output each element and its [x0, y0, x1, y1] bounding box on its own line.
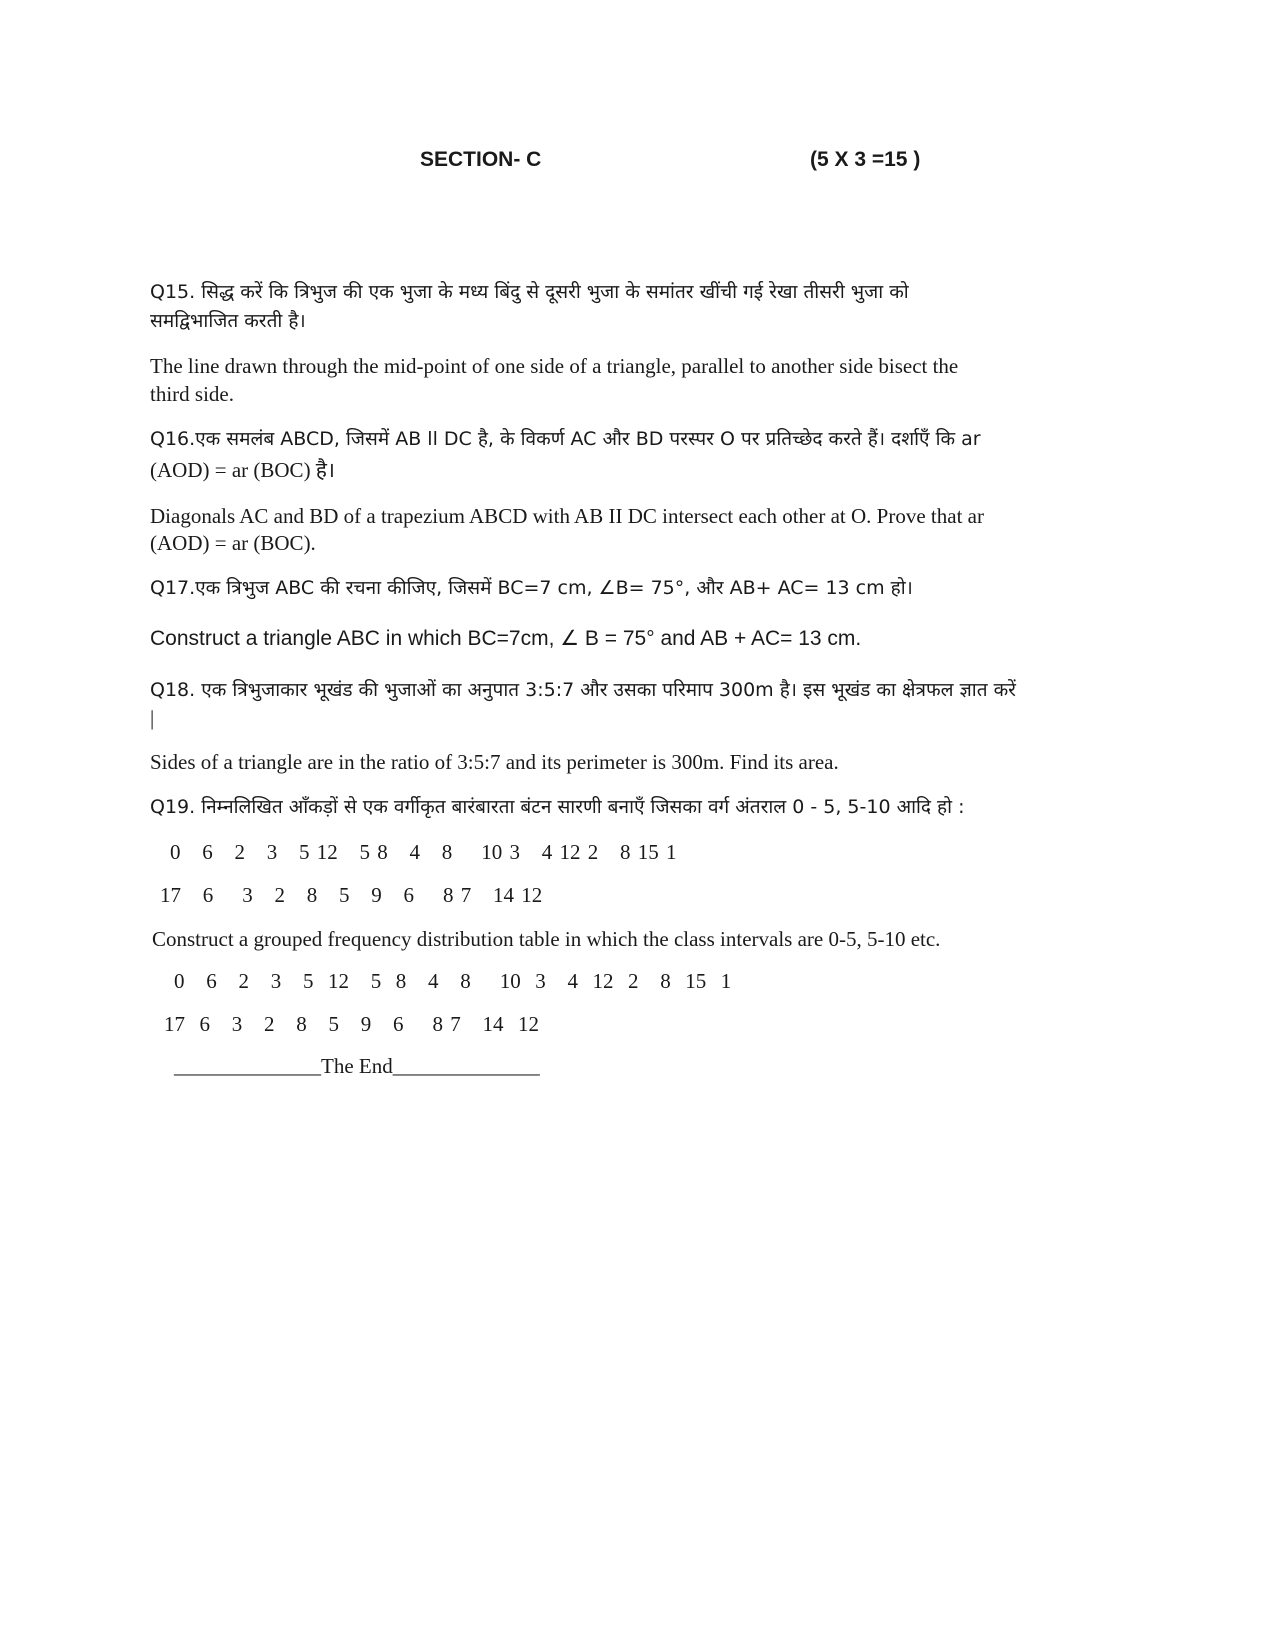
q18-english-line-1: Sides of a triangle are in the ratio of 3:5:7 and its perimeter is 300m. Find its area.: [150, 750, 839, 774]
q16-hindi-line-2: (AOD) = ar (BOC) है।: [150, 458, 335, 482]
q17-english-line-1: Construct a triangle ABC in which BC=7cm, ∠ B = 75° and AB + AC= 13 cm.: [150, 627, 862, 650]
q16-english-line-2: (AOD) = ar (BOC).: [150, 531, 316, 555]
q19-english-data-row-2: 17 6 3 2 8 5 9 6 8 7 14 12: [164, 1012, 539, 1036]
q17-hindi-line-1: Q17.एक त्रिभुज ABC की रचना कीजिए, जिसमें BC=7 cm, ∠B= 75°, और AB+ AC= 13 cm हो।: [150, 577, 913, 599]
section-marks: (5 X 3 =15 ): [810, 148, 921, 171]
q19-hindi-data-row-1: 0 6 2 3 5 12 5 8 4 8 10 3 4 12 2 8 15 1: [170, 840, 677, 864]
q15-english-line-1: The line drawn through the mid-point of one side of a triangle, parallel to another side bisect the: [150, 354, 959, 378]
q16-hindi-line-1: Q16.एक समलंब ABCD, जिसमें AB ll DC है, के विकर्ण AC और BD परस्पर O पर प्रतिच्छेद करते हैं। दर्शाएँ कि ar: [150, 428, 981, 450]
q19-english-line-1: Construct a grouped frequency distribution table in which the class intervals are 0-5, 5-10 etc.: [152, 927, 941, 951]
q18-hindi-line-1: Q18. एक त्रिभुजाकार भूखंड की भुजाओं का अनुपात 3:5:7 और उसका परिमाप 300m है। इस भूखंड का क्षेत्रफल ज्ञात करें: [150, 679, 1016, 701]
section-title: SECTION- C: [420, 148, 542, 171]
q19-english-data-row-1: 0 6 2 3 5 12 5 8 4 8 10 3 4 12 2 8 15 1: [174, 969, 732, 993]
q19-hindi-data-row-2: 17 6 3 2 8 5 9 6 8 7 14 12: [160, 883, 543, 907]
the-end-line: ______________The End______________: [174, 1054, 540, 1078]
q15-hindi-line-2: समद्विभाजित करती है।: [150, 310, 306, 332]
q15-english-line-2: third side.: [150, 382, 234, 406]
q19-hindi-line-1: Q19. निम्नलिखित आँकड़ों से एक वर्गीकृत बारंबारता बंटन सारणी बनाएँ जिसका वर्ग अंतराल 0 - 5, 5-10 आदि हो :: [150, 796, 965, 818]
q15-hindi-line-1: Q15. सिद्ध करें कि त्रिभुज की एक भुजा के मध्य बिंदु से दूसरी भुजा के समांतर खींची गई रेखा तीसरी भुजा को: [150, 281, 909, 303]
q18-hindi-line-2: |: [150, 706, 155, 730]
q16-english-line-1: Diagonals AC and BD of a trapezium ABCD with AB II DC intersect each other at O. Prove that ar: [150, 504, 984, 528]
